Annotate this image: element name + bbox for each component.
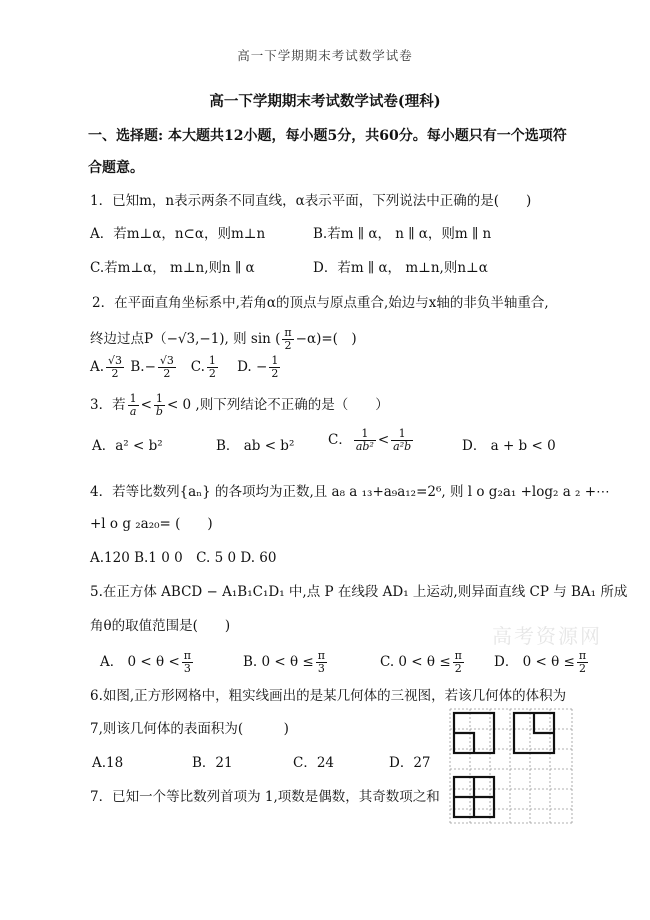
q4-stem-line2: +l o g ₂a₂₀= ( ) — [90, 516, 213, 532]
q5-option-b: B. 0 < θ ≤ $\frac{\pi}{3}$ — [243, 649, 325, 675]
page-header: 高一下学期期末考试数学试卷 — [237, 48, 413, 63]
q6-option-d: D．27 — [389, 755, 431, 771]
q1-option-c: C.若m⊥α， m⊥n,则n ∥ α — [90, 260, 255, 276]
q2-options: A. $\frac{√3}{2}$ B.− $\frac{√3}{2}$ C. $\frac{1}{2}$ D. − $\frac{1}{2}$ — [90, 354, 279, 380]
watermark: 高考资源网 — [492, 624, 602, 648]
exam-title: 高一下学期期末考试数学试卷(理科) — [209, 93, 441, 110]
q6-stem-line1: 6.如图,正方形网格中，粗实线画出的是某几何体的三视图，若该几何体的体积为 — [90, 688, 567, 704]
section-instructions-line2: 合题意。 — [88, 160, 144, 176]
q2-stem-line1: 2．在平面直角坐标系中,若角α的顶点与原点重合,始边与x轴的非负半轴重合, — [92, 295, 549, 311]
q6-option-b: B．21 — [192, 755, 233, 771]
q1-option-a: A．若m⊥α，n⊂α，则m⊥n — [90, 226, 266, 242]
front-view — [454, 713, 494, 753]
q5-stem-line2: 角θ的取值范围是( ) — [90, 618, 231, 634]
q2-stem-line2: 终边过点P（−√3,−1), 则 sin ( $\frac{\pi}{2}$ −α)=( ) — [90, 326, 357, 352]
top-view — [454, 777, 494, 817]
q5-option-a: A． 0 < θ < $\frac{\pi}{3}$ — [100, 649, 191, 675]
q4-options: A.120 B.1 0 0 C. 5 0 D. 60 — [90, 550, 277, 566]
q5-option-c: C. 0 < θ ≤ $\frac{\pi}{2}$ — [380, 649, 462, 675]
q5-option-d: D． 0 < θ ≤ $\frac{\pi}{2}$ — [494, 649, 587, 675]
three-view-figure — [448, 707, 574, 825]
q6-option-c: C．24 — [293, 755, 335, 771]
pi-over-2-fraction: $\frac{\pi}{2}$ — [284, 326, 292, 352]
section-instructions-line1: 一、选择题: 本大题共12小题，每小题5分，共60分。每小题只有一个选项符 — [88, 128, 567, 144]
q1-option-b: B.若m ∥ α， n ∥ α，则m ∥ n — [313, 226, 492, 242]
q3-option-d: D． a + b < 0 — [462, 438, 556, 454]
q3-stem: 3．若 $\frac{1}{a}$ < $\frac{1}{b}$ < 0 ,则下列结论不正确的是（ ） — [90, 392, 389, 418]
side-view — [514, 713, 554, 753]
q4-stem-line1: 4．若等比数列{aₙ} 的各项均为正数,且 a₈ a ₁₃+a₉a₁₂=2⁶, 则 l o g₂a₁ +log₂ a ₂ +⋯ — [90, 484, 610, 500]
q7-stem-line1: 7．已知一个等比数列首项为 1,项数是偶数，其奇数项之和 — [90, 789, 440, 805]
q1-option-d: D．若m ∥ α， m⊥n,则n⊥α — [313, 260, 488, 276]
q6-stem-line2: 7,则该几何体的表面积为( ) — [90, 721, 289, 737]
q1-stem: 1．已知m，n表示两条不同直线，α表示平面，下列说法中正确的是( ) — [90, 193, 532, 209]
q3-option-b: B． ab < b² — [216, 438, 295, 454]
q6-option-a: A.18 — [92, 755, 124, 771]
q5-stem-line1: 5.在正方体 ABCD − A₁B₁C₁D₁ 中,点 P 在线段 AD₁ 上运动,则异面直线 CP 与 BA₁ 所成 — [90, 584, 628, 600]
q3-option-c: C． $\frac{1}{\text{ab²}}$ < $\frac{1}{\text{a²b}}$ — [328, 427, 412, 453]
q3-option-a: A．a² < b² — [92, 438, 163, 454]
